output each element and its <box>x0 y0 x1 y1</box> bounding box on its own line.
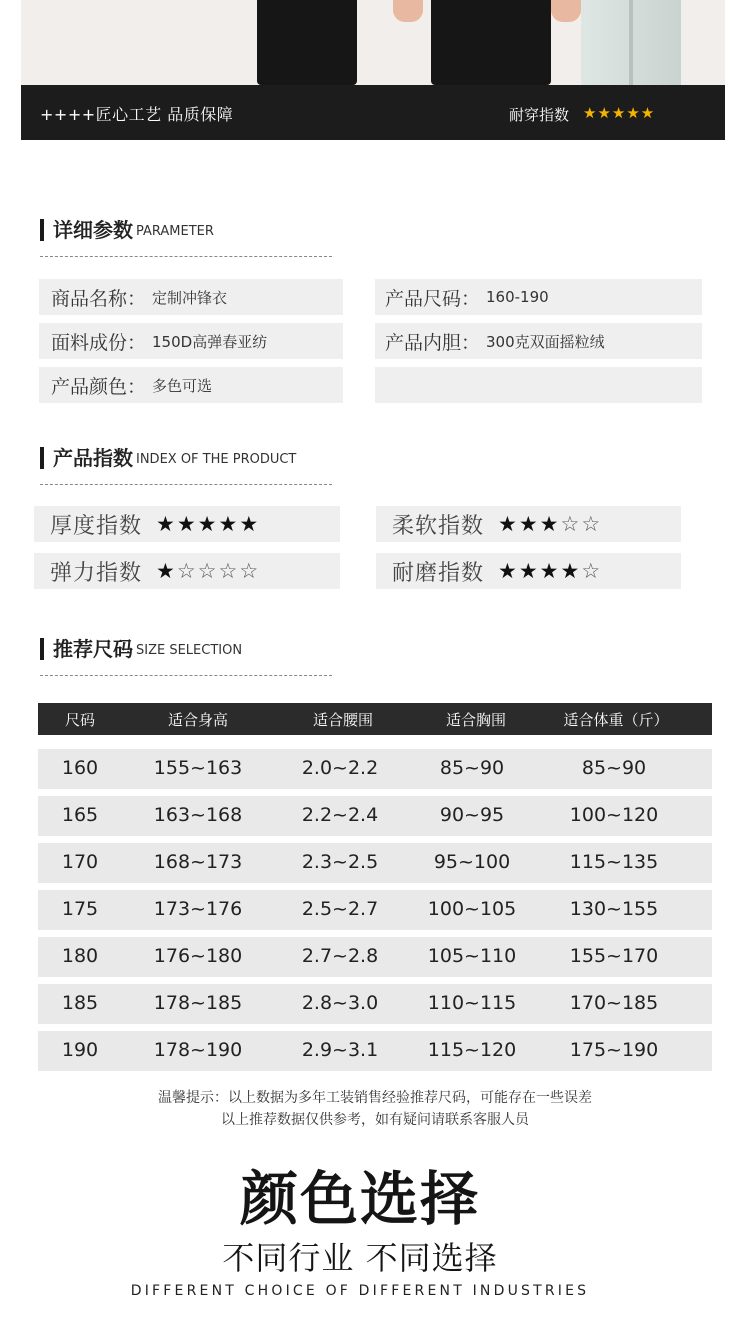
table-cell: 115~120 <box>427 1039 517 1061</box>
star-rating <box>498 559 602 583</box>
table-cell: 85~90 <box>439 757 505 779</box>
table-cell: 165 <box>61 804 99 826</box>
index-item <box>34 506 340 542</box>
size-table-header <box>38 703 712 735</box>
table-cell: 2.7~2.8 <box>301 945 379 967</box>
table-cell: 2.5~2.7 <box>301 898 379 920</box>
index-section-title <box>40 445 296 471</box>
param-item <box>375 279 702 315</box>
table-row <box>38 843 712 883</box>
table-cell: 175~190 <box>569 1039 659 1061</box>
index-label: 厚度指数 <box>50 513 143 539</box>
model-hand-right <box>551 0 581 22</box>
param-value: 定制冲锋衣 <box>152 288 228 307</box>
table-cell: 115~135 <box>569 851 659 873</box>
color-section-subtitle: 不同行业 不同选择 <box>222 1239 498 1277</box>
header-cell: 适合胸围 <box>445 711 506 729</box>
param-item <box>39 279 343 315</box>
index-title-cn: 产品指数 <box>53 446 133 470</box>
size-title-cn: 推荐尺码 <box>53 637 133 661</box>
table-cell: 90~95 <box>439 804 505 826</box>
filled-stars: ★★★★ <box>498 559 582 583</box>
table-cell: 178~190 <box>153 1039 243 1061</box>
param-value: 160-190 <box>486 288 549 306</box>
color-section-english: DIFFERENT CHOICE OF DIFFERENT INDUSTRIES <box>130 1283 590 1299</box>
parameter-title-en: PARAMETER <box>136 224 214 239</box>
table-row <box>38 796 712 836</box>
param-value: 多色可选 <box>152 376 213 395</box>
title-bar <box>40 447 44 469</box>
star-rating <box>498 512 602 536</box>
table-cell: 178~185 <box>153 992 243 1014</box>
parameter-title-cn: 详细参数 <box>53 218 133 242</box>
table-cell: 2.9~3.1 <box>301 1039 379 1061</box>
empty-stars: ☆☆ <box>560 512 603 536</box>
empty-stars: ☆☆☆☆ <box>176 559 261 583</box>
table-cell: 176~180 <box>153 945 243 967</box>
index-label: 弹力指数 <box>50 560 143 586</box>
table-cell: 2.2~2.4 <box>301 804 379 826</box>
index-item <box>376 506 681 542</box>
empty-stars: ☆ <box>581 559 603 583</box>
param-item-empty <box>375 367 702 403</box>
index-item <box>34 553 340 589</box>
param-item <box>39 323 343 359</box>
filled-stars: ★ <box>156 559 177 583</box>
param-key: 产品尺码： <box>385 287 481 310</box>
param-item <box>375 323 702 359</box>
divider <box>40 675 332 676</box>
size-section-title <box>40 636 242 662</box>
star-rating <box>156 512 260 536</box>
table-cell: 175 <box>61 898 99 920</box>
model-legs-right <box>431 0 551 85</box>
quality-banner <box>21 85 725 140</box>
banner-slogan: ++++匠心工艺 品质保障 <box>40 105 234 124</box>
table-cell: 185 <box>61 992 99 1014</box>
header-cell: 适合身高 <box>167 711 228 729</box>
param-item <box>39 367 343 403</box>
model-hand-left <box>393 0 423 22</box>
header-cell: 适合体重（斤） <box>563 711 669 729</box>
product-photo <box>21 0 725 85</box>
filled-stars: ★★★★★ <box>156 512 261 536</box>
index-item <box>376 553 681 589</box>
table-cell: 2.3~2.5 <box>301 851 379 873</box>
table-cell: 155~163 <box>153 757 243 779</box>
table-cell: 163~168 <box>153 804 243 826</box>
table-cell: 168~173 <box>153 851 243 873</box>
table-cell: 180 <box>61 945 99 967</box>
banner-rating-stars: ★★★★★ <box>583 104 656 122</box>
color-section-title: 颜色选择 <box>239 1165 480 1233</box>
table-cell: 100~105 <box>427 898 517 920</box>
table-row <box>38 937 712 977</box>
table-cell: 2.0~2.2 <box>301 757 379 779</box>
param-key: 产品颜色： <box>51 375 147 398</box>
table-row <box>38 890 712 930</box>
table-cell: 155~170 <box>569 945 659 967</box>
table-cell: 170~185 <box>569 992 659 1014</box>
table-cell: 170 <box>61 851 99 873</box>
table-cell: 130~155 <box>569 898 659 920</box>
parameter-section-title <box>40 217 214 243</box>
table-cell: 95~100 <box>433 851 511 873</box>
param-key: 面料成份： <box>51 331 147 354</box>
window-glass <box>581 0 681 85</box>
table-cell: 110~115 <box>427 992 517 1014</box>
size-title-en: SIZE SELECTION <box>136 643 243 658</box>
header-cell: 适合腰围 <box>312 711 373 729</box>
divider <box>40 256 332 257</box>
star-rating <box>156 559 260 583</box>
table-cell: 100~120 <box>569 804 659 826</box>
index-title-en: INDEX OF THE PRODUCT <box>136 452 297 467</box>
header-cell: 尺码 <box>64 711 95 729</box>
table-cell: 2.8~3.0 <box>301 992 379 1014</box>
table-cell: 173~176 <box>153 898 243 920</box>
table-cell: 105~110 <box>427 945 517 967</box>
divider <box>40 484 332 485</box>
table-row <box>38 1031 712 1071</box>
title-bar <box>40 638 44 660</box>
param-value: 300克双面摇粒绒 <box>486 332 605 351</box>
banner-rating-label: 耐穿指数 <box>509 106 570 124</box>
index-label: 耐磨指数 <box>392 560 485 586</box>
size-note-line1: 温馨提示：以上数据为多年工装销售经验推荐尺码，可能存在一些误差 <box>158 1090 592 1106</box>
table-row <box>38 984 712 1024</box>
model-legs-left <box>257 0 357 85</box>
filled-stars: ★★★ <box>498 512 561 536</box>
title-bar <box>40 219 44 241</box>
size-note-line2: 以上推荐数据仅供参考，如有疑问请联系客服人员 <box>221 1112 529 1128</box>
index-label: 柔软指数 <box>392 513 485 539</box>
table-cell: 190 <box>61 1039 99 1061</box>
param-value: 150D高弹春亚纺 <box>152 332 268 351</box>
table-cell: 160 <box>61 757 99 779</box>
param-key: 商品名称： <box>51 287 147 310</box>
table-row <box>38 749 712 789</box>
param-key: 产品内胆： <box>385 331 481 354</box>
table-cell: 85~90 <box>581 757 647 779</box>
